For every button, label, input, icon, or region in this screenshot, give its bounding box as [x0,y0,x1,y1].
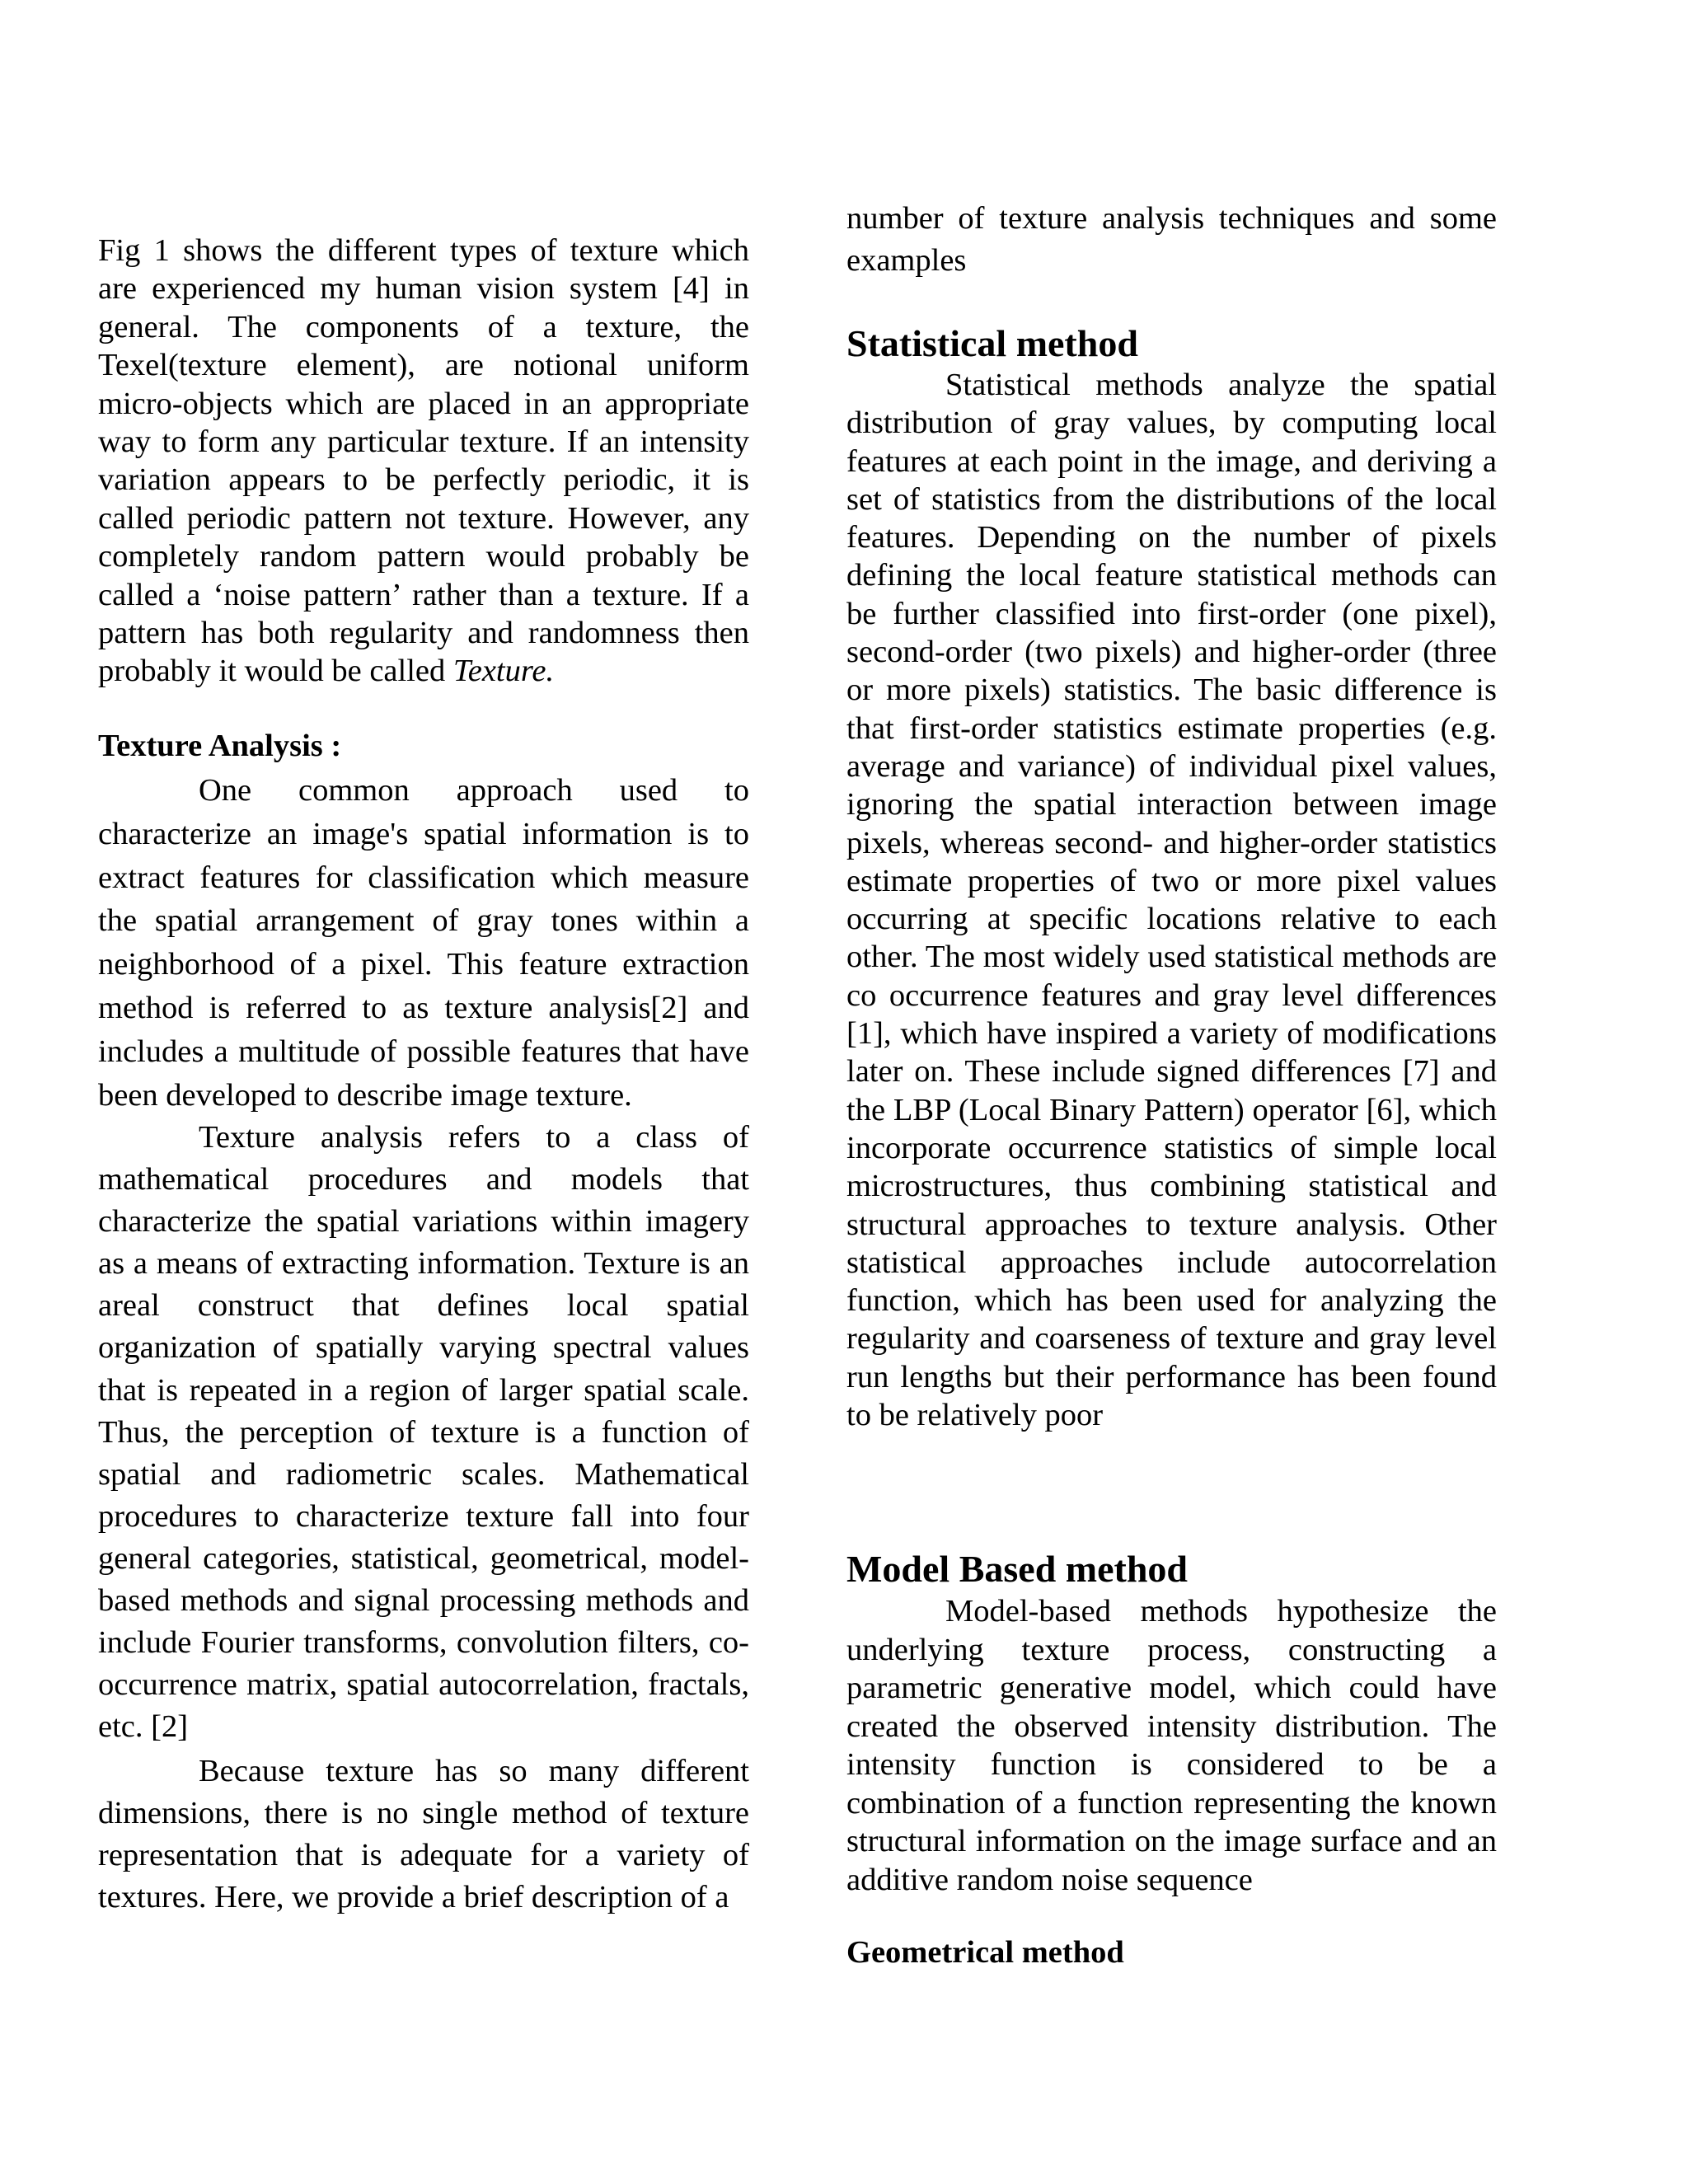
geometrical-method-heading: Geometrical method [846,1935,1124,1970]
texture-analysis-heading: Texture Analysis : [98,729,342,763]
texture-analysis-paragraph-1: One common approach used to characterize an image's spatial information is to extract features for classification which measure the spatial arrangement of gray tones within a neighborhood of a pixel. This feature extraction method is referred to as texture analysis[2] and includes a multitude of possible features that have been developed to describe image texture. [98,773,749,1113]
statistical-method-paragraph: Statistical methods analyze the spatial distribution of gray values, by computing local features at each point in the image, and deriving a set of statistics from the distributions of the local features. Depending on the number of pixels defining the local feature statistical methods can be further classified into first-order (one pixel), second-order (two pixels) and higher-order (three or more pixels) statistics. The basic difference is that first-order statistics estimate properties (e.g. average and variance) of individual pixel values, ignoring the spatial interaction between image pixels, whereas second- and higher-order statistics estimate properties of two or more pixel values occurring at specific locations relative to each other. The most widely used statistical methods are co occurrence features and gray level differences [1], which have inspired a variety of modifications later on. These include signed differences [7] and the LBP (Local Binary Pattern) operator [6], which incorporate occurrence statistics of simple local microstructures, thus combining statistical and structural approaches to texture analysis. Other statistical approaches include autocorrelation function, which has been used for analyzing the regularity and coarseness of texture and gray level run lengths but their performance has been found to be relatively poor [846,368,1497,1433]
model-based-method-heading: Model Based method [846,1548,1188,1590]
texture-analysis-paragraph-2: Texture analysis refers to a class of mathematical procedures and models that characterize the spatial variations within imagery as a means of extracting information. Texture is an areal construct that defines local spatial organization of spatially varying spectral values that is repeated in a region of larger spatial scale. Thus, the perception of texture is a function of spatial and radiometric scales. Mathematical procedures to characterize texture fall into four general categories, statistical, geometrical, model-based methods and signal processing methods and include Fourier transforms, convolution filters, co-occurrence matrix, spatial autocorrelation, fractals, etc. [2] [98,1120,749,1745]
statistical-method-heading: Statistical method [846,322,1138,364]
continuation-paragraph: number of texture analysis techniques and some examples [846,201,1497,278]
texture-analysis-paragraph-3: Because texture has so many different dimensions, there is no single method of texture representation that is adequate for a variety of textures. Here, we provide a brief description of a [98,1754,749,1915]
model-based-method-paragraph: Model-based methods hypothesize the underlying texture process, constructing a parametric generative model, which could have created the observed intensity distribution. The intensity function is considered to be a combination of a function representing the known structural information on the image surface and an additive random noise sequence [846,1594,1497,1897]
intro-paragraph-italic-term: Texture. [452,654,555,689]
intro-paragraph [98,232,749,691]
intro-paragraph-text: Fig 1 shows the different types of texture which are experienced my human vision system [4] in general. The components of a texture, the Texel(texture element), are notional uniform micro-objects which are placed in an appropriate way to form any particular texture. If an intensity variation appears to be perfectly periodic, it is called periodic pattern not texture. However, any completely random pattern would probably be called a ‘noise pattern’ rather than a texture. If a pattern has both regularity and randomness then probably it would be called [98,233,749,689]
